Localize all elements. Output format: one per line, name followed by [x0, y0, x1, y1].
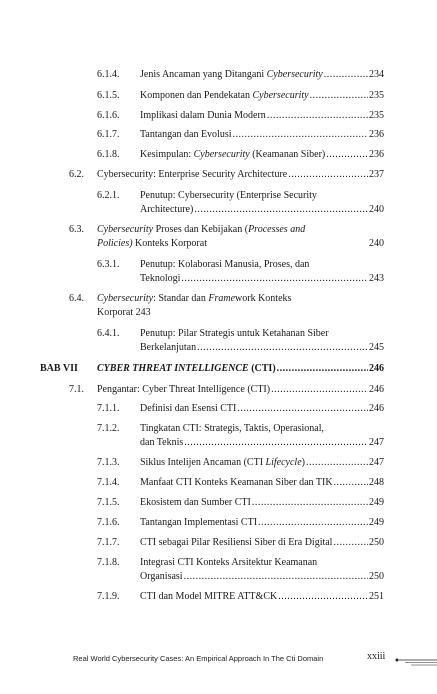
entry-title-continued: Korporat 243: [97, 307, 151, 318]
entry-title: CTI sebagai Pilar Resiliensi Siber di Era Digital: [140, 537, 333, 548]
page-number: 251: [369, 591, 384, 602]
page-number: 247: [369, 457, 384, 468]
entry-title: Integrasi CTI Konteks Arsitektur Keamanan: [140, 557, 318, 568]
entry-title-continued: Architecture): [140, 204, 194, 215]
section-number: 7.1.1.: [97, 403, 120, 414]
entry-title-continued: dan Teknis: [140, 437, 184, 448]
page-number: 246: [369, 384, 384, 395]
leader-dots: [271, 383, 368, 397]
page-number: 235: [369, 110, 384, 121]
leader-dots: [237, 402, 368, 416]
entry-title: Komponen dan Pendekatan Cybersecurity: [140, 90, 309, 101]
entry-title: Definisi dan Esensi CTI: [140, 403, 237, 414]
entry-title-continued: Berkelanjutan: [140, 342, 197, 353]
section-number: 6.4.1.: [97, 328, 120, 339]
leader-dots: [288, 168, 368, 182]
page-number: 250: [369, 537, 384, 548]
section-number: 7.1.: [69, 384, 84, 395]
footer-page-number: xxiii: [367, 651, 386, 662]
entry-title: Tantangan Implementasi CTI: [140, 517, 258, 528]
leader-dots: [326, 148, 368, 162]
leader-dots: [333, 536, 368, 550]
section-number: 7.1.3.: [97, 457, 120, 468]
entry-title: Cybersecurity: Standar dan Framework Konteks: [97, 293, 292, 304]
entry-title: Jenis Ancaman yang Ditangani Cybersecurity: [140, 69, 323, 80]
section-number: 6.1.5.: [97, 90, 120, 101]
page-number: 236: [369, 149, 384, 160]
section-number: 6.3.1.: [97, 259, 120, 270]
leader-dots: [197, 341, 368, 355]
page-number: 246: [369, 363, 384, 374]
leader-dots: [233, 128, 369, 142]
entry-title: Pengantar: Cyber Threat Intelligence (CTI): [97, 384, 271, 395]
section-number: 6.1.7.: [97, 129, 120, 140]
section-number: 7.1.5.: [97, 497, 120, 508]
section-number: 7.1.2.: [97, 423, 120, 434]
footer-book-title: Real World Cybersecurity Cases: An Empirical Approach In The Cti Domain: [73, 654, 324, 663]
entry-title-continued: Policies) Konteks Korporat: [97, 238, 207, 249]
section-number: 7.1.8.: [97, 557, 120, 568]
section-number: 6.3.: [69, 224, 84, 235]
section-number: 6.2.: [69, 169, 84, 180]
leader-dots: [252, 496, 368, 510]
entry-title: Tingkatan CTI: Strategis, Taktis, Operasional,: [140, 423, 325, 434]
leader-dots: [258, 516, 368, 530]
leader-dots: [278, 590, 368, 604]
leader-dots: [194, 203, 368, 217]
entry-title: Cybersecurity: Enterprise Security Architecture: [97, 169, 288, 180]
entry-title: CTI dan Model MITRE ATT&CK: [140, 591, 278, 602]
section-number: 7.1.6.: [97, 517, 120, 528]
page-number: 240: [369, 204, 384, 215]
leader-dots: [334, 476, 368, 490]
page-number: 247: [369, 437, 384, 448]
entry-title: Tantangan dan Evolusi: [140, 129, 232, 140]
chapter-number: BAB VII: [40, 363, 78, 374]
entry-title: Manfaat CTI Konteks Keamanan Siber dan TIK: [140, 477, 333, 488]
entry-title: Penutup: Kolaborasi Manusia, Proses, dan: [140, 259, 310, 270]
page-number: 249: [369, 497, 384, 508]
entry-title: Ekosistem dan Sumber CTI: [140, 497, 251, 508]
section-number: 6.2.1.: [97, 190, 120, 201]
page-number: 248: [369, 477, 384, 488]
page-number: 249: [369, 517, 384, 528]
section-number: 7.1.9.: [97, 591, 120, 602]
section-number: 6.1.6.: [97, 110, 120, 121]
leader-dots: [310, 89, 368, 103]
entry-title: Cybersecurity Proses dan Kebijakan (Processes and: [97, 224, 306, 235]
page-number: 234: [369, 69, 384, 80]
page-number: 243: [369, 273, 384, 284]
leader-dots: [277, 362, 368, 376]
page-number: 235: [369, 90, 384, 101]
page-number: 245: [369, 342, 384, 353]
section-number: 6.1.4.: [97, 69, 120, 80]
entry-title: Implikasi dalam Dunia Modern: [140, 110, 266, 121]
page-number: 250: [369, 571, 384, 582]
entry-title: Kesimpulan: Cybersecurity (Keamanan Siber): [140, 149, 326, 160]
section-number: 6.1.8.: [97, 149, 120, 160]
entry-title: Penutup: Pilar Strategis untuk Ketahanan Siber: [140, 328, 329, 339]
page-number: 237: [369, 169, 384, 180]
page-number: 236: [369, 129, 384, 140]
chapter-title: CYBER THREAT INTELLIGENCE (CTI): [97, 363, 276, 374]
section-number: 6.4.: [69, 293, 84, 304]
section-number: 7.1.4.: [97, 477, 120, 488]
entry-title-continued: Teknologi: [140, 273, 181, 284]
leader-dots: [184, 570, 368, 584]
entry-title: Siklus Intelijen Ancaman (CTI Lifecycle): [140, 457, 305, 468]
leader-dots: [306, 456, 368, 470]
leader-dots: [267, 109, 368, 123]
entry-title: Penutup: Cybersecurity (Enterprise Security: [140, 190, 317, 201]
leader-dots: [181, 272, 368, 286]
page-number: 246: [369, 403, 384, 414]
leader-dots: [324, 68, 368, 82]
entry-title-continued: Organisasi: [140, 571, 183, 582]
leader-dots: [184, 436, 368, 450]
page-number: 240: [369, 238, 384, 249]
decorative-lines-icon: [395, 656, 437, 666]
section-number: 7.1.7.: [97, 537, 120, 548]
